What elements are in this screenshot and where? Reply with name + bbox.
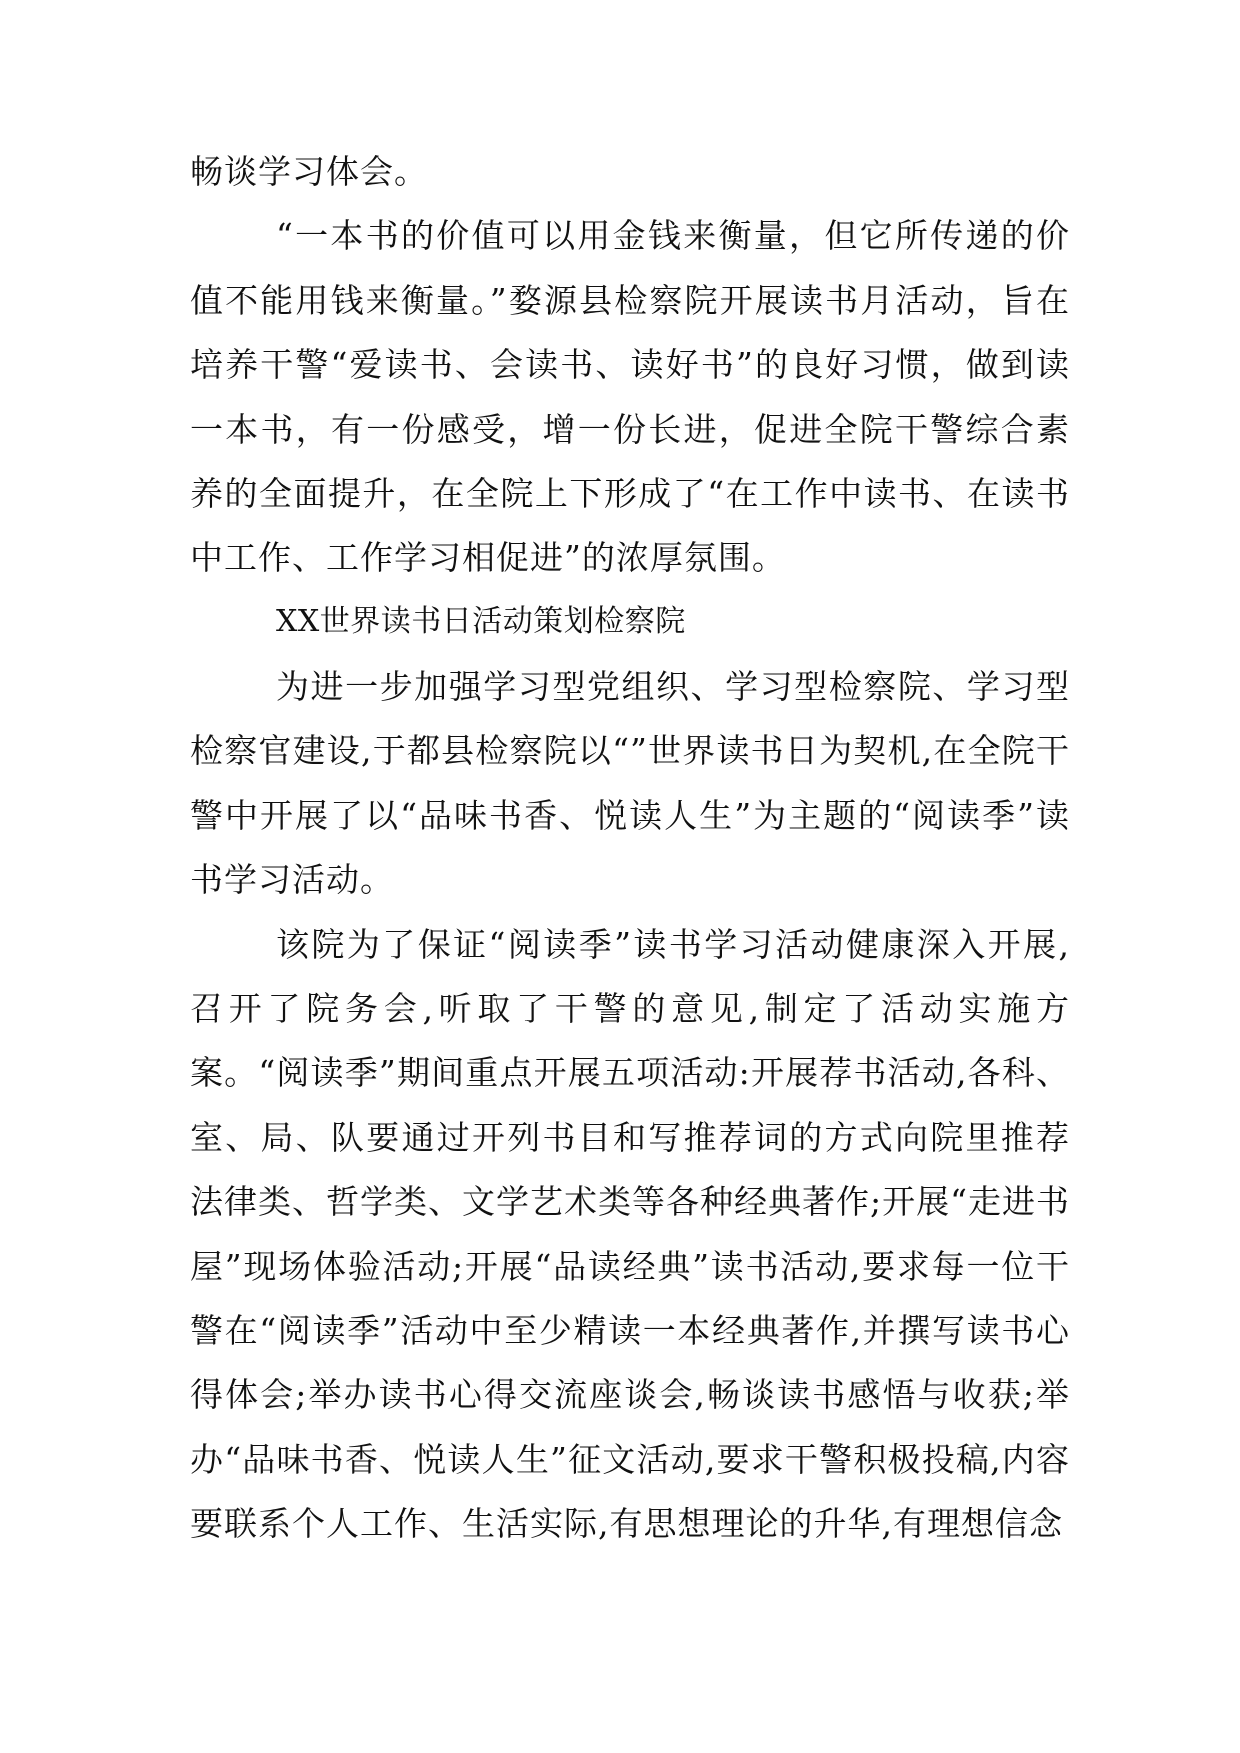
text-block-heading	[190, 590, 1070, 654]
text-block-body	[190, 655, 1070, 1557]
paragraph-5: 该院为了保证“阅读季”读书学习活动健康深入开展,召开了院务会,听取了干警的意见,制定了活动实施方案。“阅读季”期间重点开展五项活动:开展荐书活动,各科、室、局、队要通过开列书目和写推荐词的方式向院里推荐法律类、哲学类、文学艺术类等各种经典著作;开展“走进书屋”现场体验活动;开展“品读经典”读书活动,要求每一位干警在“阅读季”活动中至少精读一本经典著作,并撰写读书心得体会;举办读书心得交流座谈会,畅谈读书感悟与收获;举办“品味书香、悦读人生”征文活动,要求干警积极投稿,内容要联系个人工作、生活实际,有思想理论的升华,有理想信念	[190, 924, 1070, 1544]
paragraph-4: 为进一步加强学习型党组织、学习型检察院、学习型检察官建设,于都县检察院以“”世界读书日为契机,在全院干警中开展了以“品味书香、悦读人生”为主题的“阅读季”读书学习活动。	[190, 667, 1070, 900]
text-block-top	[190, 140, 1070, 591]
section-heading: XX世界读书日活动策划检察院	[276, 604, 686, 639]
paragraph-1: 畅谈学习体会。	[190, 152, 428, 191]
paragraph-2: “一本书的价值可以用金钱来衡量，但它所传递的价值不能用钱来衡量。”婺源县检察院开展读书月活动，旨在培养干警“爱读书、会读书、读好书”的良好习惯，做到读一本书，有一份感受，增一份长进，促进全院干警综合素养的全面提升，在全院上下形成了“在工作中读书、在读书中工作、工作学习相促进”的浓厚氛围。	[190, 216, 1070, 578]
